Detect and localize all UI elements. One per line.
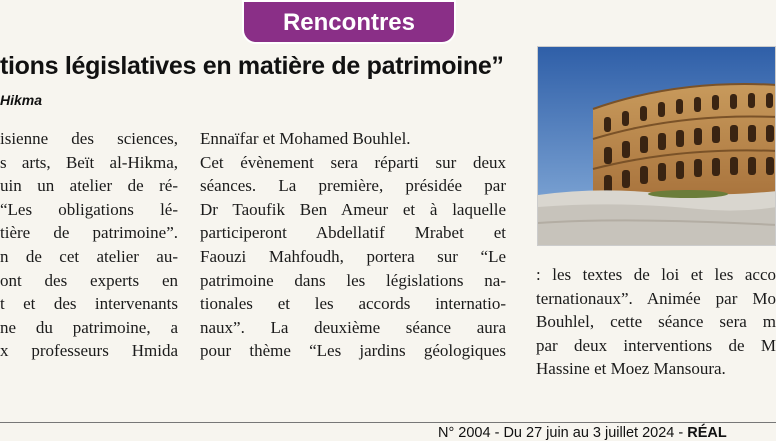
text-column-3 [536, 263, 776, 381]
text-line: tionales et les accords internatio- [200, 294, 506, 314]
text-line: t et des intervenants [0, 294, 178, 314]
article-headline: tions législatives en matière de patrimoine” [0, 52, 504, 80]
text-line: uin un atelier de ré- [0, 176, 178, 196]
text-line: ternationaux”. Animée par Mo [536, 288, 776, 308]
article-byline: Hikma [0, 92, 43, 108]
text-line: tière de patrimoine”. [0, 223, 178, 243]
footer-divider [0, 422, 776, 423]
text-line: par deux interventions de M [536, 335, 776, 355]
text-line: ont des experts en [0, 270, 178, 290]
text-line: s arts, Beït al-Hikma, [0, 152, 178, 172]
text-line: participeront Abdellatif Mrabet et [200, 223, 506, 243]
text-line: ne du patrimoine, a [0, 317, 178, 337]
text-line: Ennaïfar et Mohamed Bouhlel. [200, 129, 411, 148]
text-line: x professeurs Hmida [0, 341, 178, 361]
text-line: Hassine et Moez Mansoura. [536, 359, 726, 379]
text-column-2 [200, 127, 506, 363]
text-line: “Les obligations lé- [0, 199, 178, 219]
section-tag: Rencontres [242, 0, 456, 44]
text-line: naux”. La deuxième séance aura [200, 317, 506, 337]
text-line: Faouzi Mahfoudh, portera sur “Le [200, 246, 506, 266]
text-line: n de cet atelier au- [0, 246, 178, 266]
amphitheatre-photo [537, 46, 776, 246]
text-column-1 [0, 127, 178, 363]
colosseum-image [538, 47, 776, 246]
text-line: Dr Taoufik Ben Ameur et à laquelle [200, 199, 506, 219]
text-line: séances. La première, présidée par [200, 176, 506, 196]
text-line: Cet évènement sera réparti sur deux [200, 152, 506, 172]
text-line: Bouhlel, cette séance sera m [536, 312, 776, 332]
issue-info: N° 2004 - Du 27 juin au 3 juillet 2024 - [438, 425, 688, 441]
text-line: : les textes de loi et les acco [536, 265, 776, 284]
text-line: pour thème “Les jardins géologiques [200, 341, 506, 361]
magazine-brand: RÉAL [687, 425, 727, 441]
text-line: isienne des sciences, [0, 129, 178, 148]
text-line: patrimoine dans les législations na- [200, 270, 506, 290]
page-footer [438, 425, 727, 441]
